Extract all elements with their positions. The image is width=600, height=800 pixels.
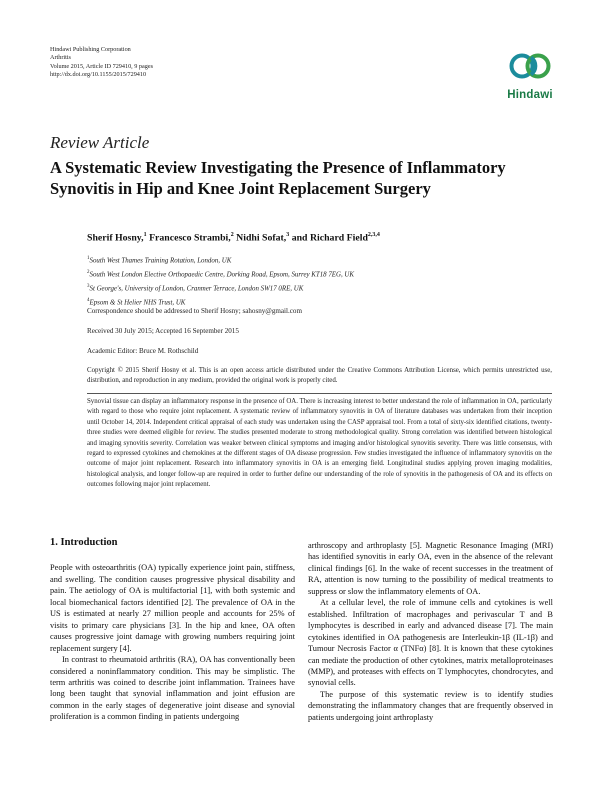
author-name: and Richard Field	[291, 232, 368, 244]
affiliation-number: 2	[87, 269, 90, 275]
body-column-right	[308, 540, 553, 723]
author-affiliation-ref: 3	[286, 232, 290, 238]
body-paragraph: People with osteoarthritis (OA) typically experience joint pain, stiffness, and swelling. The condition causes progressive physical disability and pain. The aetiology of OA is multifactorial [1], with both systemic and local biomechanical factors identified [2]. The prevalence of OA in the US is estimated at nearly 27 million people and accounts for 25% of visits to primary care physicians [3]. In the hip and knee, OA often causes progressive joint damage with growing numbers requiring joint replacement surgery [4].	[50, 563, 295, 653]
doi-link[interactable]: http://dx.doi.org/10.1155/2015/729410	[50, 71, 147, 79]
author-name: Sherif Hosny,	[87, 232, 144, 244]
author-affiliation-ref: 2	[230, 232, 234, 238]
received-accepted-dates: Received 30 July 2015; Accepted 16 September 2015	[87, 327, 239, 335]
affiliation-list	[87, 253, 354, 309]
author-name: Francesco Strambi,	[149, 232, 231, 244]
body-paragraph: arthroscopy and arthroplasty [5]. Magnetic Resonance Imaging (MRI) has identified synovitis in early OA, even in the absence of the relevant clinical findings [6]. In the wake of recent successes in the treatment of RA, attention is now turning to the possibility of medical treatments to suppress or slow the inflammatory elements of OA.	[308, 541, 553, 596]
hindawi-logo-text: Hindawi	[507, 89, 553, 101]
author-affiliation-ref: 2,3,4	[367, 232, 380, 238]
affiliation-item	[87, 253, 354, 267]
copyright-notice: Copyright © 2015 Sherif Hosny et al. This is an open access article distributed under the Creative Commons Attribution License, which permits unrestricted use, distribution, and reproduction in any medium, provided the original work is properly cited.	[87, 367, 552, 385]
journal-name: Arthritis	[50, 54, 71, 62]
affiliation-text: South West London Elective Orthopaedic Centre, Dorking Road, Epsom, Surrey KT18 7EG, UK	[89, 271, 354, 279]
author-list	[87, 232, 380, 243]
body-paragraph: The purpose of this systematic review is to identify studies demonstrating the inflammatory changes that are frequently observed in patients undergoing joint arthroplasty	[308, 689, 553, 722]
affiliation-item	[87, 267, 354, 281]
journal-info	[50, 46, 153, 80]
affiliation-number: 4	[87, 297, 90, 303]
divider	[87, 393, 552, 394]
section-heading: 1. Introduction	[50, 537, 118, 548]
author-name: Nidhi Sofat,	[236, 232, 287, 244]
affiliation-text: St George's, University of London, Cranmer Terrace, London SW17 0RE, UK	[89, 285, 304, 293]
publisher-name: Hindawi Publishing Corporation	[50, 46, 131, 53]
affiliation-number: 1	[87, 256, 90, 261]
body-paragraph: In contrast to rheumatoid arthritis (RA), OA has conventionally been considered a noninflammatory condition. This may be simplistic. The term arthritis was coined to describe joint inflammation. Trainees have long been taught that synovial inflammation and joint effusion are common in the early stages of degenerative joint disease and synovial proliferation is a common finding in patients undergoing	[50, 655, 295, 722]
article-title: A Systematic Review Investigating the Presence of Inflammatory Synovitis in Hip and Knee Joint Replacement Surgery	[50, 158, 506, 198]
affiliation-text: South West Thames Training Rotation, London, UK	[89, 257, 232, 265]
author-affiliation-ref: 1	[143, 232, 147, 238]
abstract: Synovial tissue can display an inflammatory response in the presence of OA. There is increasing interest to better understand the role of inflammation in OA, particularly with regard to those who require joint replacement. A systematic review of inflammatory synovitis in OA of literature databases was undertaken from their inception until October 14, 2014. Independent critical appraisal of each study was undertaken using the CASP appraisal tool. From a total of sixty-six identified citations, twenty-three studies were deemed eligible for review. The studies presented moderate to strong methodological quality. Strong correlation was identified between histological and imaging synovitis severity. Correlation was weaker between clinical symptoms and imaging and/or histological synovitis severity. There was little consensus, with regard to expressed cytokines and chemokines at the different stages of OA disease progression. Few studies investigated the influence of inflammatory synovitis on the outcome of major joint replacement. Research into inflammatory synovitis in OA is an emerging field. Longitudinal studies applying proven imaging modalities, histological analysis, and longer follow-up are required in order to further define our understanding of the role of synovitis in the pathogenesis of OA and its effects on outcomes following major joint replacement.	[87, 398, 552, 489]
article-type: Review Article	[50, 133, 150, 152]
affiliation-item	[87, 281, 354, 295]
affiliation-number: 3	[87, 283, 90, 289]
volume-info: Volume 2015, Article ID 729410, 9 pages	[50, 62, 153, 70]
correspondence-line: Correspondence should be addressed to Sherif Hosny; sahosny@gmail.com	[87, 307, 302, 315]
body-column-left	[50, 537, 295, 723]
affiliation-text: Epsom & St Helier NHS Trust, UK	[89, 298, 186, 306]
hindawi-logo	[500, 48, 560, 106]
body-paragraph: At a cellular level, the role of immune cells and cytokines is well established. Infiltration of macrophages and perivascular T and B lymphocytes is described in early and advanced disease [7]. The main cytokines identified in OA pathogenesis are Interleukin-1β (IL-1β) and Tumour Necrosis Factor α (TNFα) [8]. It is known that these cytokines can mediate the production of other cytokines, matrix metalloproteinases (MMP), and proteases with effects on T lymphocytes, chondrocytes, and synovial cells.	[308, 598, 553, 688]
hindawi-rings-icon	[500, 48, 560, 88]
academic-editor: Academic Editor: Bruce M. Rothschild	[87, 347, 199, 355]
